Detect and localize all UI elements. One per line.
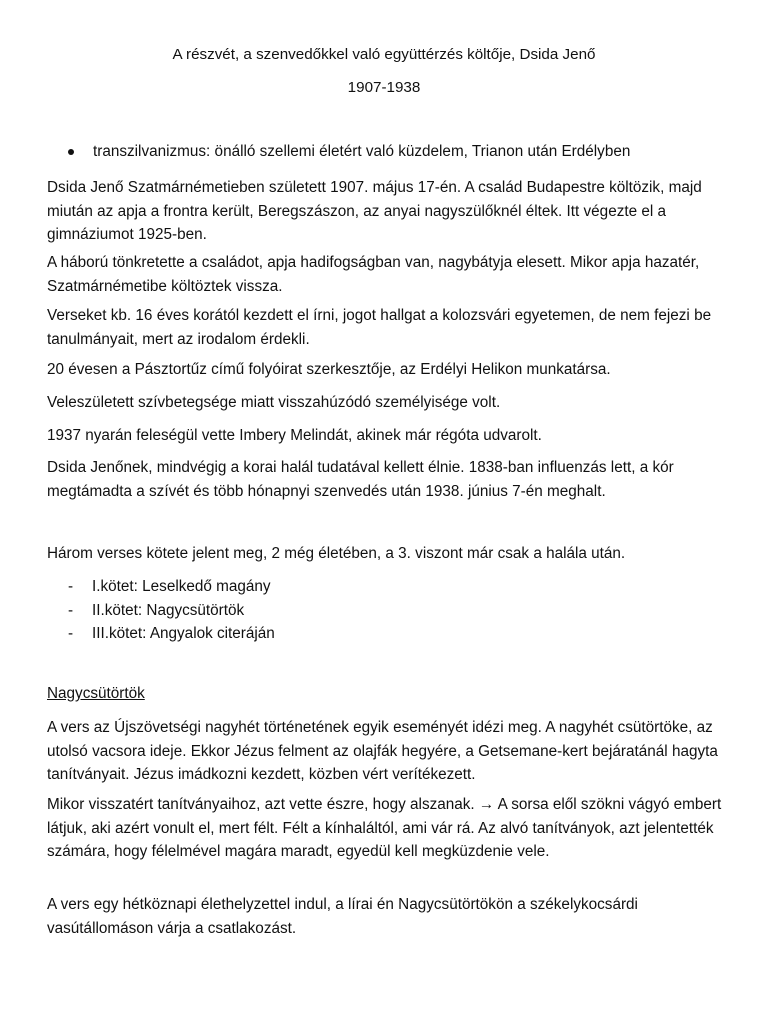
list-item (68, 622, 568, 646)
paragraph-volumes-intro: Három verses kötete jelent meg, 2 még életében, a 3. viszont már csak a halála után. (47, 545, 626, 562)
dash-marker: - (68, 578, 74, 595)
paragraph-birth: Dsida Jenő Szatmárnémetieben született 1907. május 17-én. A család Budapestre költözik, majd miután az apja a frontra került, Beregszászon, az anyai nagyszülőknél éltek. Itt végezte el a gimnáziumot 1925-ben. (47, 179, 702, 243)
list-item (68, 575, 568, 599)
arrow-right-icon: → (478, 796, 495, 813)
paragraph-editor: 20 évesen a Pásztortűz című folyóirat szerkesztője, az Erdélyi Helikon munkatársa. (47, 361, 611, 378)
analysis-text-end: A sorsa elől szökni vágyó embert látjuk, aki azért vonult el, mert félt. Félt a kínhaláltól, ami vár rá. Az alvó tanítványok, azt jelentették számára, hogy félelmével magára maradt, egyedül kell megküzdenie vele. (47, 796, 722, 860)
paragraph-death: Dsida Jenőnek, mindvégig a korai halál tudatával kellett élnie. 1838-ban influenzás lett, a kór megtámadta a szívét és több hónapnyi szenvedés után 1938. június 7-én meghalt. (47, 459, 674, 500)
dash-marker: - (68, 601, 74, 619)
paragraph-war: A háború tönkretette a családot, apja hadifogságban van, nagybátyja elesett. Mikor apja hazatér, Szatmárnémetibe költöztek vissza. (47, 254, 700, 295)
paragraph-poem-analysis (47, 793, 727, 864)
volumes-list (68, 575, 568, 646)
dash-marker: - (68, 625, 74, 642)
document-years: 1907-1938 (347, 79, 421, 96)
paragraph-poem-opening: A vers egy hétköznapi élethelyzettel indul, a lírai én Nagycsütörtökön a székelykocsárdi vasútállomáson várja a csatlakozást. (47, 896, 638, 937)
volume-title: III.kötet: Angyalok citeráján (92, 625, 275, 642)
paragraph-illness: Veleszületett szívbetegsége miatt visszahúzódó személyisége volt. (47, 394, 501, 411)
paragraph-poem-context: A vers az Újszövetségi nagyhét történetének egyik eseményét idézi meg. A nagyhét csütörtöke, az utolsó vacsora ideje. Ekkor Jézus felment az olajfák hegyére, a Getsemane-kert bejáratánál hagyta tanítványait. Jézus imádkozni kezdett, közben vért verítékezett. (47, 719, 718, 783)
section-heading: Nagycsütörtök (47, 685, 145, 702)
analysis-text-start: Mikor visszatért tanítványaihoz, azt vette észre, hogy alszanak. (47, 796, 479, 813)
list-item (68, 599, 568, 623)
volume-title: II.kötet: Nagycsütörtök (92, 601, 245, 619)
bullet-text: transzilvanizmus: önálló szellemi életért való küzdelem, Trianon után Erdélyben (93, 143, 631, 160)
paragraph-studies: Verseket kb. 16 éves korától kezdett el írni, jogot hallgat a kolozsvári egyetemen, de nem fejezi be tanulmányait, mert az irodalom érdekli. (47, 307, 712, 348)
document-title: A részvét, a szenvedőkkel való együttérzés költője, Dsida Jenő (172, 46, 596, 63)
paragraph-marriage: 1937 nyarán feleségül vette Imbery Melindát, akinek már régóta udvarolt. (47, 427, 542, 444)
bullet-icon (68, 149, 74, 155)
volume-title: I.kötet: Leselkedő magány (92, 578, 271, 595)
